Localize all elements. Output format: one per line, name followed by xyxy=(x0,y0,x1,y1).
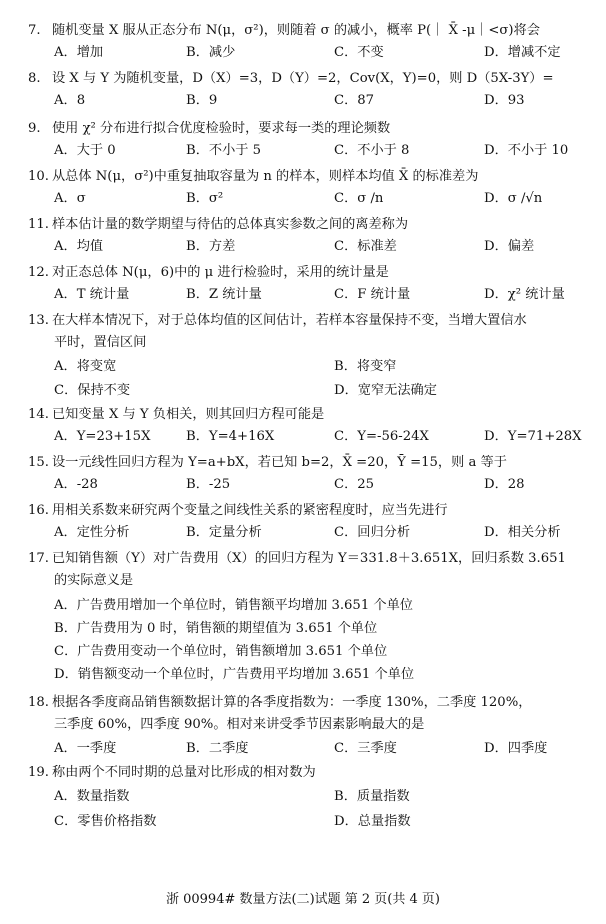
options xyxy=(28,284,598,306)
option-d: D．σ /√n xyxy=(484,191,543,206)
question-stem: 从总体 N(μ，σ²)中重复抽取容量为 n 的样本，则样本均值 X̄ 的标准差为 xyxy=(52,169,479,184)
option-c: C．零售价格指数 xyxy=(54,814,157,829)
option-a: A．σ xyxy=(54,191,86,206)
option-c: C．87 xyxy=(334,93,375,108)
question-number: 8. xyxy=(28,71,41,86)
option-c: C．标准差 xyxy=(334,239,397,254)
question-18 xyxy=(28,692,598,760)
option-b: B．σ² xyxy=(186,191,224,206)
option-b: B．9 xyxy=(186,93,218,108)
option-a: A．一季度 xyxy=(54,741,117,756)
option-c: C．回归分析 xyxy=(334,525,411,540)
question-number: 13. xyxy=(28,313,49,328)
option-a: A．数量指数 xyxy=(54,789,130,804)
question-19 xyxy=(28,762,598,833)
question-17 xyxy=(28,548,598,686)
question-number: 7. xyxy=(28,23,41,38)
options-row-1 xyxy=(28,356,598,378)
option-d: D．28 xyxy=(484,477,525,492)
option-b: B．二季度 xyxy=(186,741,249,756)
question-stem: 设 X 与 Y 为随机变量，D（X）=3，D（Y）=2，Cov(X，Y)=0，则 D（5X-3Y）= xyxy=(52,71,554,86)
options xyxy=(28,188,598,210)
question-stem: 随机变量 X 服从正态分布 N(μ，σ²)，则随着 σ 的减小，概率 P(｜ X̄ -μ｜<σ)将会 xyxy=(52,23,540,38)
question-13 xyxy=(28,310,598,402)
question-12 xyxy=(28,262,598,306)
question-11 xyxy=(28,214,598,258)
option-b: B．不小于 5 xyxy=(186,143,262,158)
option-d: D．销售额变动一个单位时，广告费用平均增加 3.651 个单位 xyxy=(54,667,415,682)
option-c: C．广告费用变动一个单位时，销售额增加 3.651 个单位 xyxy=(54,644,388,659)
question-16 xyxy=(28,500,598,544)
option-a: A．8 xyxy=(54,93,86,108)
question-9 xyxy=(28,118,598,162)
question-stem: 对正态总体 N(μ，6)中的 μ 进行检验时，采用的统计量是 xyxy=(52,265,389,280)
question-number: 18. xyxy=(28,695,49,710)
question-number: 9. xyxy=(28,121,41,136)
question-stem: 在大样本情况下，对于总体均值的区间估计，若样本容量保持不变，当增大置信水 xyxy=(52,313,527,328)
option-b: B．质量指数 xyxy=(334,789,410,804)
option-c: C．不小于 8 xyxy=(334,143,410,158)
option-d: D．不小于 10 xyxy=(484,143,569,158)
option-b: B．方差 xyxy=(186,239,236,254)
option-c: C．不变 xyxy=(334,45,384,60)
option-c: C．σ /n xyxy=(334,191,384,206)
option-b: B．Y=4+16X xyxy=(186,429,275,444)
question-number: 11. xyxy=(28,217,49,232)
option-c: C．三季度 xyxy=(334,741,397,756)
question-number: 19. xyxy=(28,765,49,780)
option-a: A．Y=23+15X xyxy=(54,429,151,444)
question-stem: 称由两个不同时期的总量对比形成的相对数为 xyxy=(52,765,316,780)
options xyxy=(28,42,598,64)
question-stem: 使用 χ² 分布进行拟合优度检验时，要求每一类的理论频数 xyxy=(52,121,391,136)
question-number: 10. xyxy=(28,169,49,184)
option-a: A．大于 0 xyxy=(54,143,116,158)
page-footer: 浙 00994# 数量方法(二)试题 第 2 页(共 4 页) xyxy=(165,892,440,907)
option-d: D．四季度 xyxy=(484,741,548,756)
options-row-2 xyxy=(28,811,598,833)
question-stem: 用相关系数来研究两个变量之间线性关系的紧密程度时，应当先进行 xyxy=(52,503,448,518)
question-number: 12. xyxy=(28,265,49,280)
options xyxy=(28,522,598,544)
question-stem: 已知销售额（Y）对广告费用（X）的回归方程为 Y＝331.8＋3.651X，回归系数 3.651 xyxy=(52,551,566,566)
option-d: D．93 xyxy=(484,93,525,108)
option-c: C．25 xyxy=(334,477,375,492)
option-c: C．保持不变 xyxy=(54,383,131,398)
question-stem-continued: 平时，置信区间 xyxy=(54,335,147,350)
question-8 xyxy=(28,68,598,112)
option-a: A．广告费用增加一个单位时，销售额平均增加 3.651 个单位 xyxy=(54,598,413,613)
option-d: D．偏差 xyxy=(484,239,535,254)
option-d: D．相关分析 xyxy=(484,525,561,540)
option-a: A．增加 xyxy=(54,45,104,60)
option-d: D．增减不定 xyxy=(484,45,561,60)
question-stem-continued: 的实际意义是 xyxy=(54,573,134,588)
option-a: A．均值 xyxy=(54,239,104,254)
options xyxy=(28,236,598,258)
option-a: A．-28 xyxy=(54,477,98,492)
option-c: C．F 统计量 xyxy=(334,287,411,302)
question-stem: 已知变量 X 与 Y 负相关，则其回归方程可能是 xyxy=(52,407,325,422)
question-14 xyxy=(28,404,598,448)
options xyxy=(28,140,598,162)
option-b: B．将变窄 xyxy=(334,359,397,374)
option-a: A．将变宽 xyxy=(54,359,117,374)
options-row-1 xyxy=(28,786,598,808)
options xyxy=(28,738,598,760)
option-b: B．-25 xyxy=(186,477,231,492)
question-7 xyxy=(28,20,598,64)
option-d: D．总量指数 xyxy=(334,814,411,829)
option-d: D．χ² 统计量 xyxy=(484,287,565,302)
option-b: B．减少 xyxy=(186,45,236,60)
option-c: C．Y=-56-24X xyxy=(334,429,429,444)
question-10 xyxy=(28,166,598,210)
question-number: 17. xyxy=(28,551,49,566)
option-a: A．T 统计量 xyxy=(54,287,130,302)
options-row-2 xyxy=(28,380,598,402)
question-stem: 样本估计量的数学期望与待估的总体真实参数之间的离差称为 xyxy=(52,217,409,232)
option-b: B．Z 统计量 xyxy=(186,287,262,302)
options xyxy=(28,474,598,496)
question-number: 14. xyxy=(28,407,49,422)
question-number: 15. xyxy=(28,455,49,470)
question-stem-continued: 三季度 60%，四季度 90%。相对来讲受季节因素影响最大的是 xyxy=(54,717,425,732)
options xyxy=(28,90,598,112)
question-stem: 根据各季度商品销售额数据计算的各季度指数为：一季度 130%，二季度 120%， xyxy=(52,695,532,710)
option-d: D．Y=71+28X xyxy=(484,429,582,444)
option-a: A．定性分析 xyxy=(54,525,130,540)
question-15 xyxy=(28,452,598,496)
options xyxy=(28,426,598,448)
question-number: 16. xyxy=(28,503,49,518)
option-b: B．定量分析 xyxy=(186,525,262,540)
option-d: D．宽窄无法确定 xyxy=(334,383,437,398)
option-b: B．广告费用为 0 时，销售额的期望值为 3.651 个单位 xyxy=(54,621,378,636)
question-stem: 设一元线性回归方程为 Y=a+bX，若已知 b=2，X̄ =20，Ȳ =15，则 a 等于 xyxy=(52,455,507,470)
